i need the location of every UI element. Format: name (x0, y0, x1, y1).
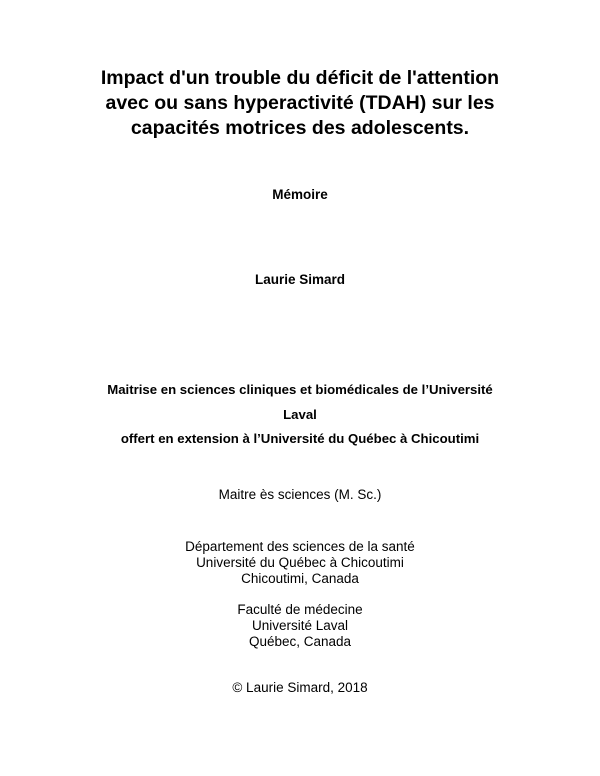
title-line-3: capacités motrices des adolescents. (130, 117, 470, 139)
program-line-3: offert en extension à l’Université du Québec à Chicoutimi (120, 431, 480, 446)
program-line-2: Laval (283, 407, 317, 422)
program-line-1: Maitrise en sciences cliniques et biomédicales de l’Université (107, 382, 493, 397)
faculty-line-3: Québec, Canada (248, 634, 352, 649)
department-line-2: Université du Québec à Chicoutimi (196, 555, 404, 570)
title-line-2: avec ou sans hyperactivité (TDAH) sur les (105, 92, 495, 114)
department-line-3: Chicoutimi, Canada (241, 571, 359, 586)
degree: Maitre ès sciences (M. Sc.) (218, 487, 382, 502)
faculty-line-1: Faculté de médecine (237, 602, 363, 617)
author-name: Laurie Simard (254, 272, 346, 287)
copyright-notice: © Laurie Simard, 2018 (232, 680, 368, 695)
faculty-line-2: Université Laval (251, 618, 349, 633)
document-type: Mémoire (272, 187, 328, 202)
title-line-1: Impact d'un trouble du déficit de l'attention (100, 67, 500, 89)
department-line-1: Département des sciences de la santé (185, 539, 415, 554)
